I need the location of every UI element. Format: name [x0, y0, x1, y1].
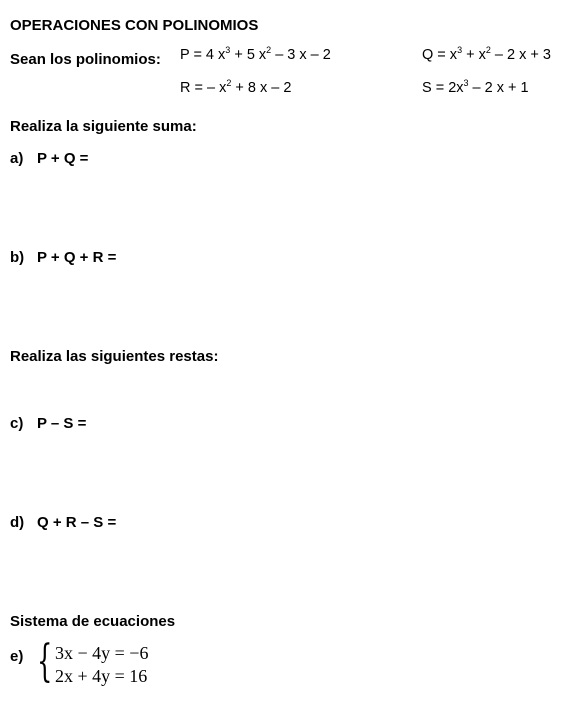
- system-brace: {: [37, 636, 53, 687]
- item-a-expression: P + Q =: [37, 150, 89, 167]
- equation-2: 2x + 4y = 16: [55, 666, 148, 686]
- polynomial-s: $S = 2x^3 - 2$ x + 1: [422, 78, 529, 96]
- section-heading-sum: Realiza la siguiente suma:: [10, 118, 197, 135]
- intro-label: Sean los polinomios:: [10, 51, 161, 68]
- item-b-expression: P + Q + R =: [37, 249, 117, 266]
- polynomial-r: R = – $x^2 + 8$ x – 2: [180, 78, 292, 96]
- section-heading-sub: Realiza las siguientes restas:: [10, 348, 219, 365]
- polynomial-p: P = 4 $x^3 + 5$ $x^2 - 3$ x – 2: [180, 45, 331, 63]
- page-title: OPERACIONES CON POLINOMIOS: [10, 17, 259, 34]
- item-d-label: d): [10, 514, 25, 531]
- item-c-label: c): [10, 415, 24, 432]
- polynomial-q: $Q = x^3 + x^2 - 2$ x + 3: [422, 45, 551, 63]
- item-b-label: b): [10, 249, 25, 266]
- item-a-label: a): [10, 150, 24, 167]
- item-e-label: e): [10, 648, 24, 665]
- section-heading-system: Sistema de ecuaciones: [10, 613, 176, 630]
- equation-1: 3x − 4y = −6: [55, 643, 149, 663]
- item-d-expression: Q + R – S =: [37, 514, 117, 531]
- item-c-expression: P – S =: [37, 415, 87, 432]
